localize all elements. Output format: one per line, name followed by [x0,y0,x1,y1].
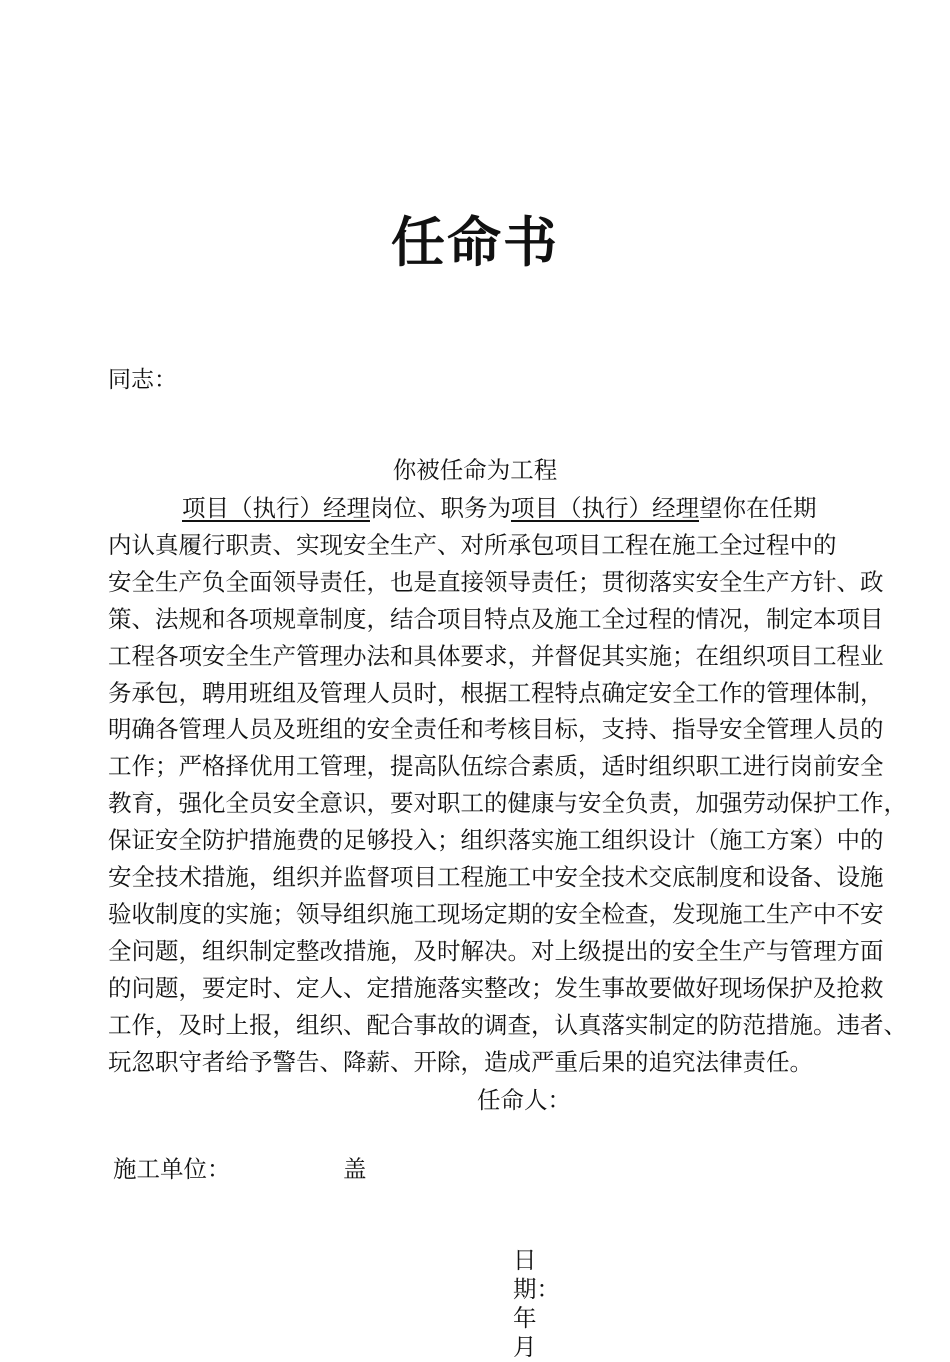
body-line: 工作，及时上报，组织、配合事故的调查，认真落实制定的防范措施。违者、 [108,1010,907,1039]
intro-line: 你被任命为工程 [392,456,558,484]
body-line: 工程各项安全生产管理办法和具体要求，并督促其实施；在组织项目工程业 [108,641,884,670]
date-char: 月 [513,1333,537,1361]
body-line: 玩忽职守者给予警告、降薪、开除，造成严重后果的追究法律责任。 [108,1047,813,1076]
unit-row [113,1152,367,1183]
date-char: 日 [513,1246,537,1274]
body-line: 全问题，组织制定整改措施，及时解决。对上级提出的安全生产与管理方面 [108,936,884,965]
body-line: 策、法规和各项规章制度，结合项目特点及施工全过程的情况，制定本项目 [108,604,884,633]
position-connector: 岗位、职务为 [370,494,511,522]
body-line: 务承包，聘用班组及管理人员时，根据工程特点确定安全工作的管理体制， [108,678,884,707]
date-column [513,1246,560,1362]
body-line: 工作；严格择优用工管理，提高队伍综合素质，适时组织职工进行岗前安全 [108,752,884,781]
body-line: 保证安全防护措施费的足够投入；组织落实施工组织设计（施工方案）中的 [108,826,884,855]
body-line: 项目（执行）经理岗位、职务为项目（执行）经理望你在任期 [182,494,817,522]
document-title: 任命书 [391,211,559,274]
body-line: 教育，强化全员安全意识，要对职工的健康与安全负责，加强劳动保护工作， [108,789,907,818]
body-line: 的问题，要定时、定人、定措施落实整改；发生事故要做好现场保护及抢救 [108,973,884,1002]
date-char: 期： [513,1275,560,1303]
seal-label: 盖 [343,1155,367,1183]
body-line: 安全生产负全面领导责任，也是直接领导责任；贯彻落实安全生产方针、政 [108,567,884,596]
body-line: 明确各管理人员及班组的安全责任和考核目标，支持、指导安全管理人员的 [108,715,884,744]
body-line: 内认真履行职责、实现安全生产、对所承包项目工程在施工全过程中的 [108,530,837,559]
appointer-label: 任命人： [477,1086,571,1114]
body-line: 安全技术措施，组织并监督项目工程施工中安全技术交底制度和设备、设施 [108,863,884,892]
date-char: 年 [513,1304,537,1332]
unit-label: 施工单位： [113,1155,231,1183]
appointment-body [108,490,907,1081]
position-title: 项目（执行）经理 [511,494,699,522]
position-title: 项目（执行）经理 [182,494,370,522]
body-line: 验收制度的实施；领导组织施工现场定期的安全检查，发现施工生产中不安 [108,899,884,928]
salutation: 同志： [108,367,177,393]
